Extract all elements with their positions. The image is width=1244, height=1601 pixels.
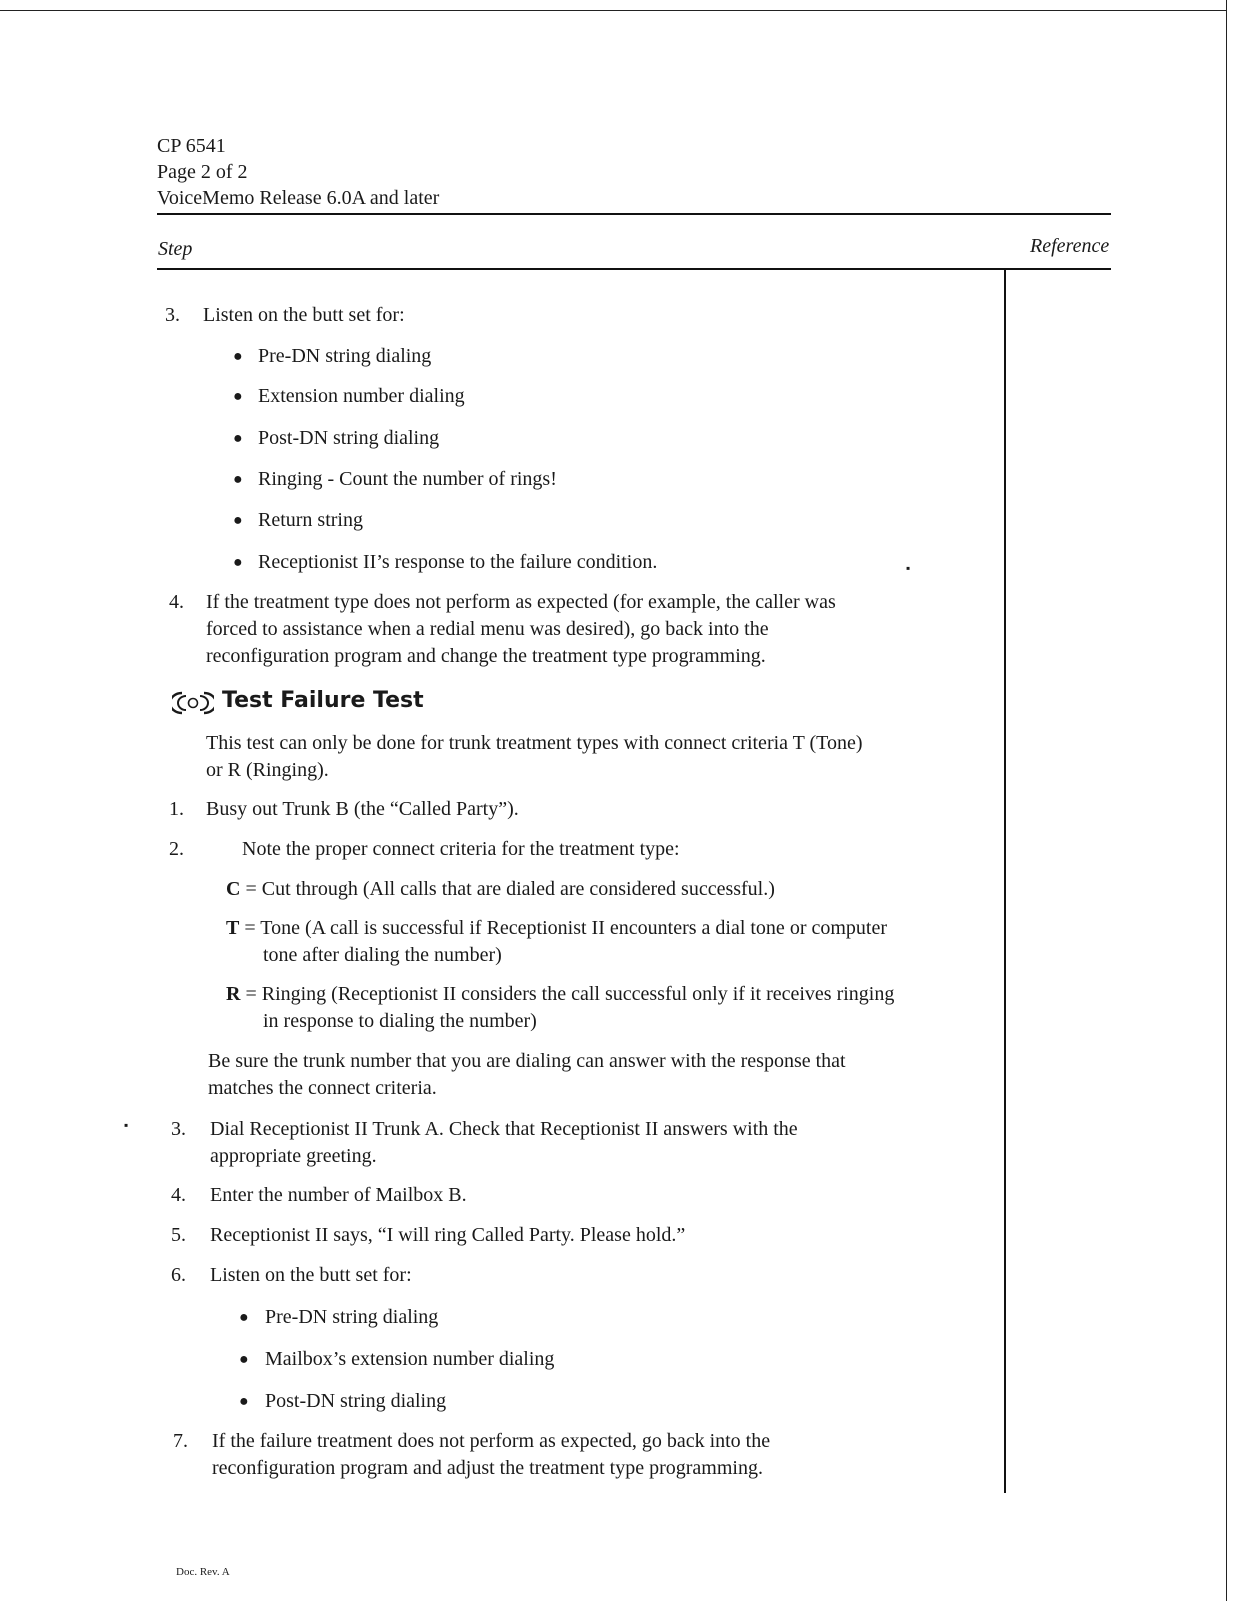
doc-revision: Doc. Rev. A: [176, 1566, 230, 1578]
list-item: Post-DN string dialing: [258, 427, 440, 449]
bullet-icon: ●: [239, 1351, 249, 1368]
reference-column-label: Reference: [1030, 235, 1110, 257]
criteria-key: T: [226, 917, 240, 939]
bullet-icon: ●: [239, 1309, 249, 1326]
criteria-text: tone after dialing the number): [263, 944, 502, 966]
bullet-icon: ●: [233, 554, 243, 571]
list-item: Ringing - Count the number of rings!: [258, 468, 557, 490]
criteria-text: in response to dialing the number): [263, 1010, 537, 1032]
step-text: Listen on the butt set for:: [203, 304, 405, 326]
step-text: If the failure treatment does not perform as expected, go back into the: [212, 1430, 771, 1452]
bullet-icon: ●: [233, 512, 243, 529]
reference-column-divider: [1004, 268, 1006, 1493]
criteria-item: [226, 876, 775, 903]
list-item: Post-DN string dialing: [265, 1390, 447, 1412]
release-info: VoiceMemo Release 6.0A and later: [157, 187, 440, 209]
bullet-icon: ●: [239, 1393, 249, 1410]
criteria-text: = Cut through (All calls that are dialed are considered successful.): [245, 878, 775, 900]
bullet-icon: ●: [233, 471, 243, 488]
step-number: 7.: [173, 1430, 188, 1452]
list-item: Pre-DN string dialing: [265, 1306, 439, 1328]
section-intro: This test can only be done for trunk treatment types with connect criteria T (Tone): [206, 732, 863, 754]
section-intro: or R (Ringing).: [206, 759, 329, 781]
step-number: 5.: [171, 1224, 186, 1246]
step-text: Receptionist II says, “I will ring Called Party. Please hold.”: [210, 1224, 686, 1246]
step-number: 4.: [171, 1184, 186, 1206]
list-item: Extension number dialing: [258, 385, 465, 407]
criteria-item: [226, 981, 894, 1008]
list-item: Mailbox’s extension number dialing: [265, 1348, 555, 1370]
page-frame-right: [1226, 0, 1227, 1601]
header-rule: [157, 213, 1111, 215]
list-item: Receptionist II’s response to the failure condition.: [258, 551, 658, 573]
step-text: Enter the number of Mailbox B.: [210, 1184, 467, 1206]
audio-test-icon: [172, 691, 214, 715]
step-number: 6.: [171, 1264, 186, 1286]
bullet-icon: ●: [233, 348, 243, 365]
criteria-item: [226, 915, 887, 942]
stray-mark: ▪: [124, 1118, 129, 1132]
bullet-icon: ●: [233, 388, 243, 405]
page-number: Page 2 of 2: [157, 161, 248, 183]
step-text: reconfiguration program and change the treatment type programming.: [206, 645, 766, 667]
criteria-key: R: [226, 983, 241, 1005]
step-text: Note the proper connect criteria for the treatment type:: [242, 838, 680, 860]
document-header: [157, 133, 439, 211]
note-text: matches the connect criteria.: [208, 1077, 437, 1099]
step-number: 4.: [169, 591, 184, 613]
bullet-icon: ●: [233, 430, 243, 447]
document-code: CP 6541: [157, 135, 226, 157]
step-number: 3.: [171, 1118, 186, 1140]
list-item: Pre-DN string dialing: [258, 345, 432, 367]
step-number: 1.: [169, 798, 184, 820]
criteria-text: = Tone (A call is successful if Receptionist II encounters a dial tone or computer: [244, 917, 887, 939]
stray-mark: ▪: [906, 561, 911, 575]
list-item: Return string: [258, 509, 363, 531]
step-column-label: Step: [158, 238, 193, 260]
step-text: reconfiguration program and adjust the treatment type programming.: [212, 1457, 763, 1479]
step-number: 3.: [165, 304, 180, 326]
page-frame-top: [0, 10, 1226, 11]
step-text: If the treatment type does not perform as expected (for example, the caller was: [206, 591, 836, 613]
step-text: forced to assistance when a redial menu was desired), go back into the: [206, 618, 769, 640]
step-text: appropriate greeting.: [210, 1145, 377, 1167]
step-text: Listen on the butt set for:: [210, 1264, 412, 1286]
step-text: Dial Receptionist II Trunk A. Check that Receptionist II answers with the: [210, 1118, 798, 1140]
step-text: Busy out Trunk B (the “Called Party”).: [206, 798, 519, 820]
step-number: 2.: [169, 838, 184, 860]
section-title: Test Failure Test: [222, 688, 424, 713]
column-header-rule: [157, 268, 1111, 270]
criteria-text: = Ringing (Receptionist II considers the call successful only if it receives ringing: [245, 983, 895, 1005]
note-text: Be sure the trunk number that you are dialing can answer with the response that: [208, 1050, 846, 1072]
criteria-key: C: [226, 878, 241, 900]
